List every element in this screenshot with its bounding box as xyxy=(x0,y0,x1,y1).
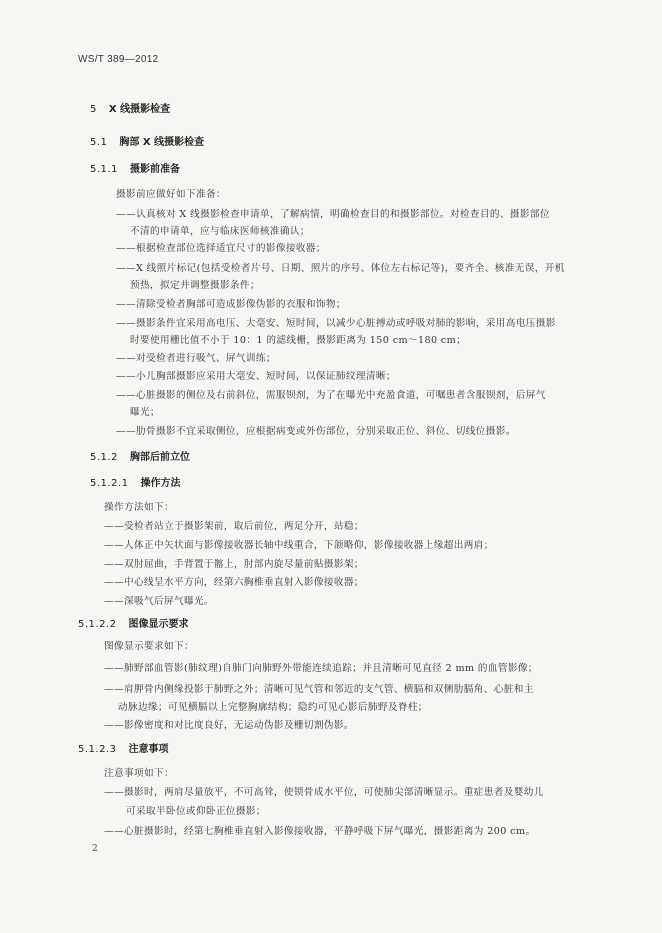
page-number: 2 xyxy=(92,844,98,854)
section-number: 5.1.2 xyxy=(90,452,118,463)
paragraph-line: ——双肘屈曲，手背置于髂上，肘部内旋尽量前贴摄影架； xyxy=(104,559,364,570)
paragraph-line: ——摄影时，两肩尽量放平，不可高耸，使锁骨成水平位，可使肺尖部清晰显示。重症患者及婴幼儿 xyxy=(104,787,544,798)
paragraph-line: 动脉边缘；可见横膈以上完整胸廓结构；隐约可见心影后肺野及脊柱； xyxy=(118,702,428,713)
paragraph-line: ——对受检者进行吸气、屏气训练； xyxy=(116,353,276,364)
paragraph-line: 预热，拟定并调整摄影条件； xyxy=(130,280,260,291)
paragraph-line: 摄影前应做好如下准备： xyxy=(116,189,226,200)
section-5-1-heading xyxy=(90,137,204,149)
paragraph-line: ——根据检查部位选择适宜尺寸的影像接收器； xyxy=(116,243,326,254)
standard-code-header: WS/T 389—2012 xyxy=(78,54,159,65)
section-5-1-1-heading xyxy=(90,164,180,176)
paragraph-line: ——心脏摄影时，经第七胸椎垂直射入影像接收器，平静呼吸下屏气曝光，摄影距离为 200 cm。 xyxy=(104,826,536,837)
section-title: 胸部后前立位 xyxy=(129,452,190,463)
paragraph-line: ——心脏摄影的侧位及右前斜位，需服钡剂，为了在曝光中充盈食道，可嘱患者含服钡剂，后屏气 xyxy=(116,390,546,401)
paragraph-line: ——清除受检者胸部可造成影像伪影的衣服和饰物； xyxy=(116,299,346,310)
paragraph-line: 操作方法如下： xyxy=(104,502,174,513)
section-title: 注意事项 xyxy=(128,744,169,755)
paragraph-line: ——人体正中矢状面与影像接收器长轴中线重合，下颌略仰，影像接收器上缘超出两肩； xyxy=(104,540,494,551)
paragraph-line: ——影像密度和对比度良好，无运动伪影及栅切割伪影。 xyxy=(104,720,354,731)
paragraph-line: ——认真核对 X 线摄影检查申请单，了解病情，明确检查目的和摄影部位。对检查目的、摄影部位 xyxy=(116,209,550,220)
paragraph-line: 注意事项如下： xyxy=(104,768,174,779)
paragraph-line: ——深吸气后屏气曝光。 xyxy=(104,596,214,607)
paragraph-line: ——小儿胸部摄影应采用大毫安、短时间，以保证肺纹理清晰； xyxy=(116,371,396,382)
section-title: X 线摄影检查 xyxy=(108,104,171,115)
paragraph-line: ——中心线呈水平方向，经第六胸椎垂直射入影像接收器； xyxy=(104,577,364,588)
section-title: 胸部 X 线摄影检查 xyxy=(119,137,205,148)
section-number: 5.1.2.3 xyxy=(78,744,117,755)
section-number: 5 xyxy=(90,104,97,115)
paragraph-line: 曝光； xyxy=(130,407,160,418)
section-number: 5.1.2.1 xyxy=(90,478,129,489)
paragraph-line: ——摄影条件宜采用高电压、大毫安、短时间，以减少心脏搏动或呼吸对肺的影响，采用高电压摄影 xyxy=(116,318,556,329)
section-5-heading xyxy=(90,104,170,116)
section-number: 5.1.1 xyxy=(90,164,118,175)
paragraph-line: 时要使用栅比值不小于 10：1 的滤线栅，摄影距离为 150 cm～180 cm； xyxy=(130,335,467,346)
paragraph-line: 不清的申请单，应与临床医师核准确认； xyxy=(130,226,310,237)
section-title: 摄影前准备 xyxy=(129,164,180,175)
paragraph-line: 可采取半卧位或仰卧正位摄影； xyxy=(126,806,266,817)
section-title: 图像显示要求 xyxy=(128,619,189,630)
section-5-1-2-1-heading xyxy=(90,478,181,490)
paragraph-line: ——肩胛骨内侧缘投影于肺野之外；清晰可见气管和邻近的支气管、横膈和双侧肋膈角、心脏和主 xyxy=(104,684,534,695)
paragraph-line: ——X 线照片标记(包括受检者片号、日期、照片的序号、体位左右标记等)，要齐全、核准无误，开机 xyxy=(116,263,565,274)
section-5-1-2-heading xyxy=(90,452,190,464)
section-number: 5.1.2.2 xyxy=(78,619,117,630)
paragraph-line: ——肺野部血管影(肺纹理)自肺门向肺野外带能连续追踪；并且清晰可见直径 2 mm 的血管影像； xyxy=(104,663,538,674)
section-number: 5.1 xyxy=(90,137,108,148)
paragraph-line: ——肋骨摄影不宜采取侧位，应根据病变或外伤部位，分别采取正位、斜位、切线位摄影。 xyxy=(116,426,516,437)
paragraph-line: 图像显示要求如下： xyxy=(104,641,194,652)
section-title: 操作方法 xyxy=(140,478,181,489)
section-5-1-2-2-heading xyxy=(78,619,189,631)
section-5-1-2-3-heading xyxy=(78,744,169,756)
paragraph-line: ——受检者站立于摄影架前，取后前位，两足分开，站稳； xyxy=(104,521,364,532)
